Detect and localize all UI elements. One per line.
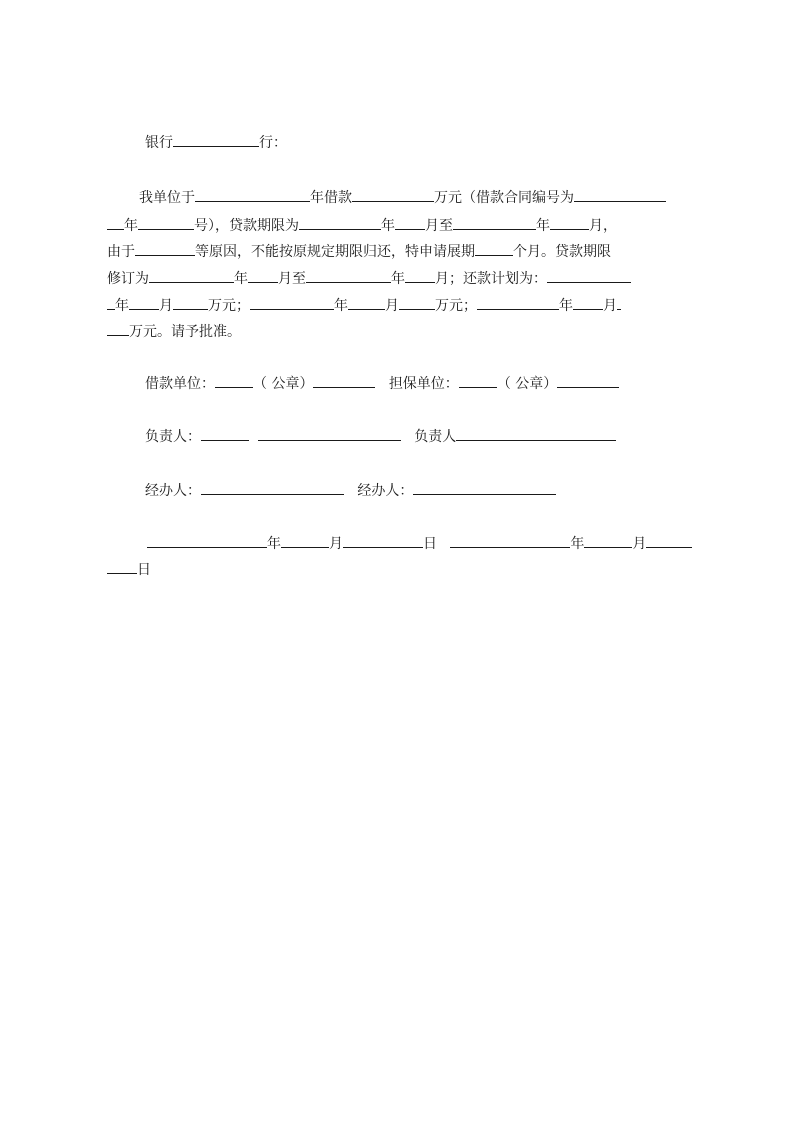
date-year-label-2: 年 xyxy=(570,536,585,552)
blank-plan-year-start xyxy=(547,267,631,283)
body-line-3 xyxy=(107,240,700,260)
bank-blank xyxy=(173,131,259,147)
handler-blank-2 xyxy=(413,479,556,495)
date-day-label-2: 日 xyxy=(137,562,151,578)
signature-row-responsible xyxy=(145,425,705,445)
responsible-blank-2 xyxy=(456,425,616,441)
body-line-6 xyxy=(107,320,700,340)
blank-rev-year2 xyxy=(306,267,391,283)
text-l6a: 万元。请予批准。 xyxy=(129,324,241,340)
text-l4e: 月；还款计划为： xyxy=(435,271,547,287)
signature-row-handler xyxy=(145,479,705,499)
guarantor-seal-blank xyxy=(557,372,619,388)
blank-term-month2 xyxy=(550,214,589,230)
body-line-2 xyxy=(107,214,700,234)
body-line-5 xyxy=(107,294,700,314)
text-l4c: 月至 xyxy=(278,271,306,287)
handler-label-2: 经办人： xyxy=(357,483,414,499)
guarantor-blank xyxy=(459,372,497,388)
blank-term-month1 xyxy=(395,214,425,230)
text-l3a: 由于 xyxy=(107,244,135,260)
blank-reason xyxy=(135,240,195,256)
date-row xyxy=(147,532,707,552)
date-year-blank-1 xyxy=(147,532,267,548)
text-l3b: 等原因，不能按原规定期限归还，特申请展期 xyxy=(195,244,475,260)
text-l5d: 年 xyxy=(334,298,348,314)
bank-label: 银行 xyxy=(145,135,173,151)
blank-plan-year3 xyxy=(477,294,559,310)
blank-term-year2 xyxy=(453,214,536,230)
blank-contract-no-cont xyxy=(107,214,124,230)
date-month-label-1: 月 xyxy=(329,536,343,552)
blank-plan-year2 xyxy=(250,294,334,310)
blank-extension-months xyxy=(475,240,513,256)
date-month-label-2: 月 xyxy=(632,536,647,552)
borrower-seal-label: （ 公章） xyxy=(253,376,314,392)
text-l1b: 年借款 xyxy=(310,190,352,206)
text-l5b: 月 xyxy=(159,298,173,314)
blank-number xyxy=(138,214,194,230)
blank-contract-no xyxy=(574,186,666,202)
salutation-line xyxy=(145,131,445,151)
blank-rev-month2 xyxy=(405,267,435,283)
blank-plan-amount2 xyxy=(399,294,435,310)
guarantor-label: 担保单位： xyxy=(388,376,459,392)
blank-plan-amount1 xyxy=(173,294,208,310)
text-l2f: 月， xyxy=(589,218,617,234)
guarantor-seal-label: （ 公章） xyxy=(496,376,558,392)
responsible-label-2: 负责人 xyxy=(414,429,457,445)
text-l5e: 月 xyxy=(385,298,399,314)
blank-plan-year1-cont xyxy=(107,294,115,310)
responsible-blank-1b xyxy=(258,425,401,441)
date-year-label-1: 年 xyxy=(267,536,281,552)
date-day-blank-1 xyxy=(343,532,423,548)
borrower-label: 借款单位： xyxy=(145,376,215,392)
text-l5g: 年 xyxy=(559,298,573,314)
blank-year-borrow xyxy=(195,186,310,202)
responsible-label-1: 负责人： xyxy=(145,429,201,445)
text-l3c: 个月。贷款期限 xyxy=(513,244,611,260)
blank-rev-month1 xyxy=(248,267,278,283)
date-month-blank-1 xyxy=(281,532,329,548)
text-l5c: 万元； xyxy=(208,298,250,314)
text-l2b: 号），贷款期限为 xyxy=(194,218,299,234)
body-line-1 xyxy=(139,186,701,206)
blank-plan-month1 xyxy=(129,294,159,310)
borrower-seal-blank xyxy=(313,372,375,388)
text-l5h: 月 xyxy=(603,298,617,314)
blank-plan-month2 xyxy=(348,294,385,310)
text-l5a: 年 xyxy=(115,298,129,314)
text-l1a: 我单位于 xyxy=(139,190,195,206)
signature-row-units xyxy=(145,372,705,392)
blank-plan-month3 xyxy=(573,294,603,310)
text-l4a: 修订为 xyxy=(107,271,149,287)
blank-term-year1 xyxy=(299,214,381,230)
date-day-blank-2a xyxy=(646,532,692,548)
responsible-blank-1a xyxy=(201,425,249,441)
text-l2c: 年 xyxy=(381,218,395,234)
text-l2e: 年 xyxy=(536,218,550,234)
text-l1c: 万元（借款合同编号为 xyxy=(434,190,574,206)
text-l4b: 年 xyxy=(234,271,248,287)
body-line-4 xyxy=(107,267,700,287)
date-row-cont xyxy=(107,558,700,578)
date-day-blank-2b xyxy=(107,558,137,574)
date-day-label-1: 日 xyxy=(423,536,437,552)
handler-label-1: 经办人： xyxy=(145,483,201,499)
blank-plan-amount3 xyxy=(107,320,129,336)
text-l2a: 年 xyxy=(124,218,138,234)
blank-rev-year1 xyxy=(149,267,234,283)
blank-amount xyxy=(352,186,434,202)
blank-plan-amount3-start xyxy=(617,294,621,310)
text-l5f: 万元； xyxy=(435,298,477,314)
borrower-blank xyxy=(215,372,253,388)
date-month-blank-2 xyxy=(584,532,632,548)
branch-label: 行： xyxy=(259,135,287,151)
text-l2d: 月至 xyxy=(425,218,453,234)
text-l4d: 年 xyxy=(391,271,405,287)
date-year-blank-2 xyxy=(450,532,570,548)
handler-blank-1 xyxy=(201,479,344,495)
